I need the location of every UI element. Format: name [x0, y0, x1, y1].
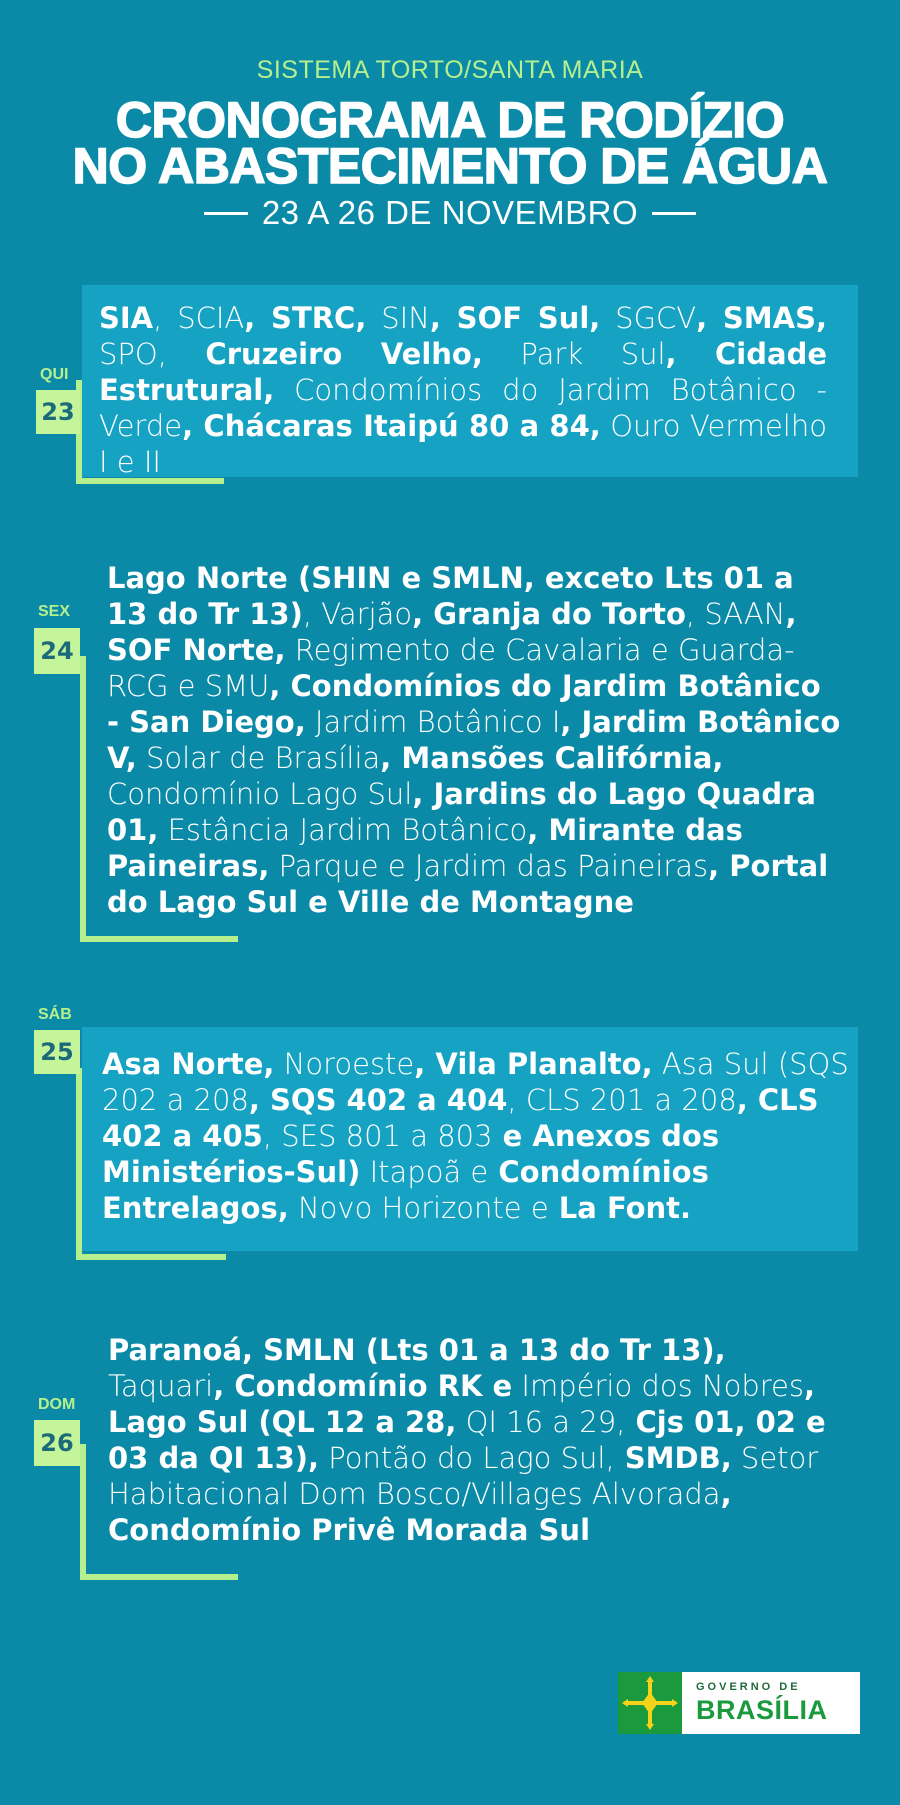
location-bold: Cjs 01, 02 e 03 da QI 13), [108, 1405, 826, 1475]
location-text: , CLS 201 a 208 [507, 1083, 737, 1117]
location-bold: Paranoá, SMLN (Lts 01 a 13 do Tr 13), [108, 1333, 726, 1367]
location-bold: , SQS 402 a 404 [248, 1083, 508, 1117]
brasilia-emblem-icon [618, 1672, 682, 1734]
day-number: 24 [34, 628, 80, 674]
day-bracket-horizontal [76, 1254, 226, 1260]
date-row [0, 194, 900, 232]
location-text: SIN [366, 301, 430, 335]
location-text: Império dos Nobres [512, 1369, 804, 1403]
day-bracket-horizontal [80, 936, 238, 942]
location-text: QI 16 a 29, [456, 1405, 626, 1439]
right-dash [652, 212, 696, 215]
day-bracket-vertical [76, 1068, 82, 1260]
location-bold: SMDB, [614, 1441, 732, 1475]
day-number: 26 [34, 1420, 80, 1466]
day-name: DOM [38, 1396, 76, 1413]
location-bold: , CLS 402 a 405 [102, 1083, 819, 1153]
location-text: Ouro Vermelho I e II [99, 409, 827, 479]
location-bold: La Font. [548, 1191, 692, 1225]
location-text: Estância Jardim Botânico [158, 813, 528, 847]
location-text: Asa Sul (SQS 202 a 208 [102, 1047, 849, 1117]
title-line-2: NO ABASTECIMENTO DE ÁGUA [72, 138, 828, 194]
location-text: Park Sul [482, 337, 666, 371]
location-bold: , Jardins do Lago Quadra 01, [107, 777, 816, 847]
day-bracket-horizontal [80, 1574, 238, 1580]
location-bold: Cruzeiro Velho, [166, 337, 483, 371]
location-bold: , Mansões Califórnia, [380, 741, 724, 775]
location-bold: , Portal do Lago Sul e Ville de Montagne [107, 849, 829, 919]
location-bold: Asa Norte, [102, 1047, 275, 1081]
title-line-1: CRONOGRAMA DE RODÍZIO [115, 92, 785, 148]
logo-small-text: GOVERNO DE [696, 1680, 801, 1693]
location-bold: , SOF Sul, [429, 301, 601, 335]
location-bold: Chácaras Itaipú 80 a 84, [193, 409, 601, 443]
day-number: 25 [34, 1030, 80, 1074]
left-dash [204, 212, 248, 215]
location-bold: , Vila Planalto, [414, 1047, 653, 1081]
location-text: Regimento de Cavalaria e Guarda-RCG e SMU [107, 633, 795, 703]
day-text [107, 560, 842, 920]
day-text [108, 1332, 843, 1548]
logo-big-text: BRASÍLIA [696, 1694, 828, 1725]
location-bold: , Condomínio Privê Morada Sul [108, 1477, 732, 1547]
location-text: Condomínios do Jardim Botânico - Verde [99, 373, 827, 443]
logo-text [682, 1672, 828, 1734]
location-bold: , Granja do Torto [412, 597, 686, 631]
location-text: Parque e Jardim das Paineiras [269, 849, 709, 883]
day-text [99, 300, 827, 480]
location-text: , Varjão [302, 597, 413, 631]
location-text: Condomínio Lago Sul [107, 777, 413, 811]
location-text: Pontão do Lago Sul, [319, 1441, 615, 1475]
location-text: Noroeste [274, 1047, 415, 1081]
date-range: 23 A 26 DE NOVEMBRO [261, 194, 639, 231]
location-bold: , Condomínios do Jardim Botânico - San Diego, [107, 669, 821, 739]
location-bold: e Anexos dos Ministérios-Sul) [102, 1119, 720, 1189]
location-text: Novo Horizonte e [288, 1191, 549, 1225]
location-bold: Lago Norte (SHIN e SMLN, exceto Lts 01 a 13 do Tr 13) [107, 561, 794, 631]
location-bold: Condomínios Entrelagos, [102, 1155, 709, 1225]
location-bold: , SMAS, [696, 301, 828, 335]
location-text: SPO, [99, 337, 167, 371]
day-name: SEX [38, 603, 71, 620]
location-text: Setor Habitacional Dom Bosco/Villages Alvorada [108, 1441, 819, 1511]
location-text: , SCIA [153, 301, 245, 335]
location-bold: , Mirante das Paineiras, [107, 813, 743, 883]
day-text [102, 1046, 852, 1226]
day-bracket-vertical [80, 1444, 86, 1580]
location-bold: , [182, 409, 194, 443]
governo-de-brasilia-logo [618, 1672, 860, 1734]
location-text: SGCV [600, 301, 697, 335]
location-bold: , Jardim Botânico V, [107, 705, 841, 775]
location-bold: , STRC, [244, 301, 367, 335]
day-name: SÁB [38, 1006, 72, 1023]
location-bold: , Cidade Estrutural, [99, 337, 827, 407]
location-text: Jardim Botânico I [305, 705, 561, 739]
location-bold: SIA [99, 301, 154, 335]
location-text: , SES 801 a 803 [262, 1119, 493, 1153]
location-bold: , SOF Norte, [107, 597, 797, 667]
location-text: Itapoã e [360, 1155, 489, 1189]
location-text: , SAAN [685, 597, 786, 631]
location-bold: , Condomínio RK e [213, 1369, 513, 1403]
location-text: Solar de Brasília [136, 741, 381, 775]
supertitle: SISTEMA TORTO/SANTA MARIA [256, 56, 644, 84]
day-name: QUI [40, 366, 69, 383]
day-bracket-vertical [80, 656, 86, 942]
location-bold: , Lago Sul (QL 12 a 28, [108, 1369, 816, 1439]
day-number: 23 [36, 390, 80, 434]
location-text: Taquari [108, 1369, 214, 1403]
